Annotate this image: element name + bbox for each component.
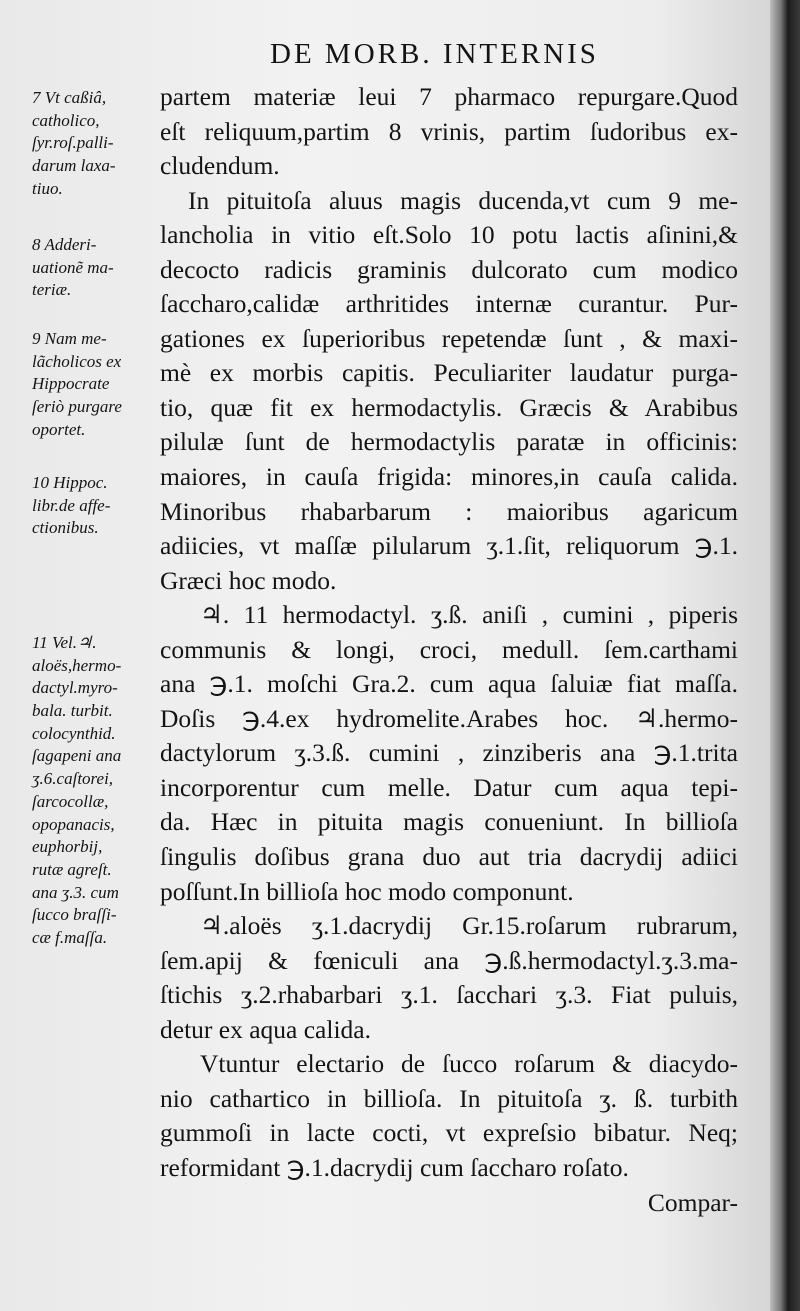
margin-line: ana ʒ.3. cum [32,882,119,902]
text-line: pilulæ ſunt de hermodactylis paratæ in officinis: [160,427,738,457]
margin-note-10 [32,472,160,540]
text-line: tio, quæ fit ex hermodactylis. Græcis & Arabibus [160,392,738,422]
text-line: poſſunt.In billioſa hoc modo componunt. [160,876,574,906]
text-line: In pituitoſa aluus magis ducenda,vt cum 9 me- [188,185,738,215]
margin-line: rutæ agreſt. [32,859,112,879]
margin-line: darum laxa- [32,156,116,176]
text-line: maiores, in cauſa frigida: minores,in cauſa calida. [160,462,738,492]
margin-line: libr.de affe- [32,495,111,515]
margin-line: 9 Nam me- [32,329,107,348]
page-edge-shadow [770,0,800,1311]
margin-line: ſagapeni ana [32,746,122,766]
margin-line: cæ f.maſſa. [32,927,108,947]
text-line: gationes ex ſuperioribus repetendæ ſunt , & maxi- [160,323,738,353]
text-line: ſingulis doſibus grana duo aut tria dacrydij adiici [160,842,738,872]
margin-line: Hippocrate [32,374,110,394]
text-line: decocto radicis graminis dulcorato cum modico [160,254,738,284]
text-line: communis & longi, croci, medull. ſem.carthami [160,634,738,664]
margin-line: euphorbij, [32,837,103,857]
text-line: partem materiæ leui 7 pharmaco repurgare.Quod [160,82,738,111]
margin-line: ſarcocollæ, [32,791,109,811]
text-line: ♃. 11 hermodactyl. ʒ.ß. aniſi , cumini , piperis [200,600,738,630]
margin-line: tiuo. [32,178,63,198]
margin-line: ſyr.roſ.palli- [32,133,114,153]
text-line: ♃.aloës ʒ.1.dacrydij Gr.15.roſarum rubrarum, [200,911,738,941]
text-line: detur ex aqua calida. [160,1014,371,1044]
text-line: gummoſi in lacte cocti, vt expreſsio bibatur. Neq; [160,1118,738,1148]
margin-line: aloës,hermo- [32,655,122,675]
body-text [160,80,738,1220]
text-line: Græci hoc modo. [160,565,337,595]
text-line: reformidant ℈.1.dacrydij cum ſaccharo roſato. [160,1152,629,1182]
margin-line: catholico, [32,110,100,130]
text-line: adiicies, vt maſſæ pilularum ʒ.1.ſit, reliquorum ℈.1. [160,531,738,561]
margin-line: oportet. [32,419,86,439]
margin-line: uationẽ ma- [32,257,114,277]
margin-line: lãcholicos ex [32,351,122,371]
margin-line: bala. turbit. [32,701,113,721]
margin-line: 7 Vt caßiâ, [32,88,107,107]
catchword: Compar- [647,1187,738,1217]
text-line: lancholia in vitio eſt.Solo 10 potu lactis aſinini,& [160,220,738,250]
margin-line: colocynthid. [32,723,116,743]
text-line: mè ex morbis capitis. Peculiariter laudatur purga- [160,358,738,388]
margin-line: ſucco braſſi- [32,905,117,925]
text-line: ſaccharo,calidæ arthritides internæ curantur. Pur- [160,289,738,319]
text-line: incorporentur cum melle. Datur cum aqua tepi- [160,772,738,802]
text-line: ſtichis ʒ.2.rhabarbari ʒ.1. ſacchari ʒ.3. Fiat puluis, [160,980,738,1010]
text-line: da. Hæc in pituita magis conueniunt. In billioſa [160,807,738,837]
text-line: Doſis ℈.4.ex hydromelite.Arabes hoc. ♃.hermo- [160,703,738,733]
text-line: nio cathartico in billioſa. In pituitoſa ʒ. ß. turbith [160,1083,738,1113]
running-header: DE MORB. INTERNIS [270,38,599,70]
margin-line: opopanacis, [32,814,115,834]
text-line: Vtuntur electario de ſucco roſarum & diacydo- [200,1049,738,1079]
text-line: Minoribus rhabarbarum : maioribus agaricum [160,496,738,526]
text-line: dactylorum ʒ.3.ß. cumini , zinziberis ana ℈.1.trita [160,738,738,768]
margin-line: ctionibus. [32,518,99,538]
text-line: eſt reliquum,partim 8 vrinis, partim ſudoribus ex- [160,116,738,146]
margin-line: ʒ.6.caſtorei, [32,769,114,789]
margin-line: 8 Adderi- [32,235,97,254]
margin-note-8 [32,234,160,302]
margin-line: teriæ. [32,280,72,300]
margin-note-11 [32,632,160,950]
text-line: ana ℈.1. moſchi Gra.2. cum aqua ſaluiæ fiat maſſa. [160,669,738,699]
margin-line: dactyl.myro- [32,678,118,698]
margin-note-7 [32,87,160,200]
text-line: cludendum. [160,151,280,181]
text-line: ſem.apij & fœniculi ana ℈.ß.hermodactyl.ʒ.3.ma- [160,945,738,975]
margin-note-9 [32,328,160,441]
margin-line: ſeriò purgare [32,397,122,417]
margin-line: 11 Vel.♃. [32,633,97,652]
margin-line: 10 Hippoc. [32,473,108,492]
